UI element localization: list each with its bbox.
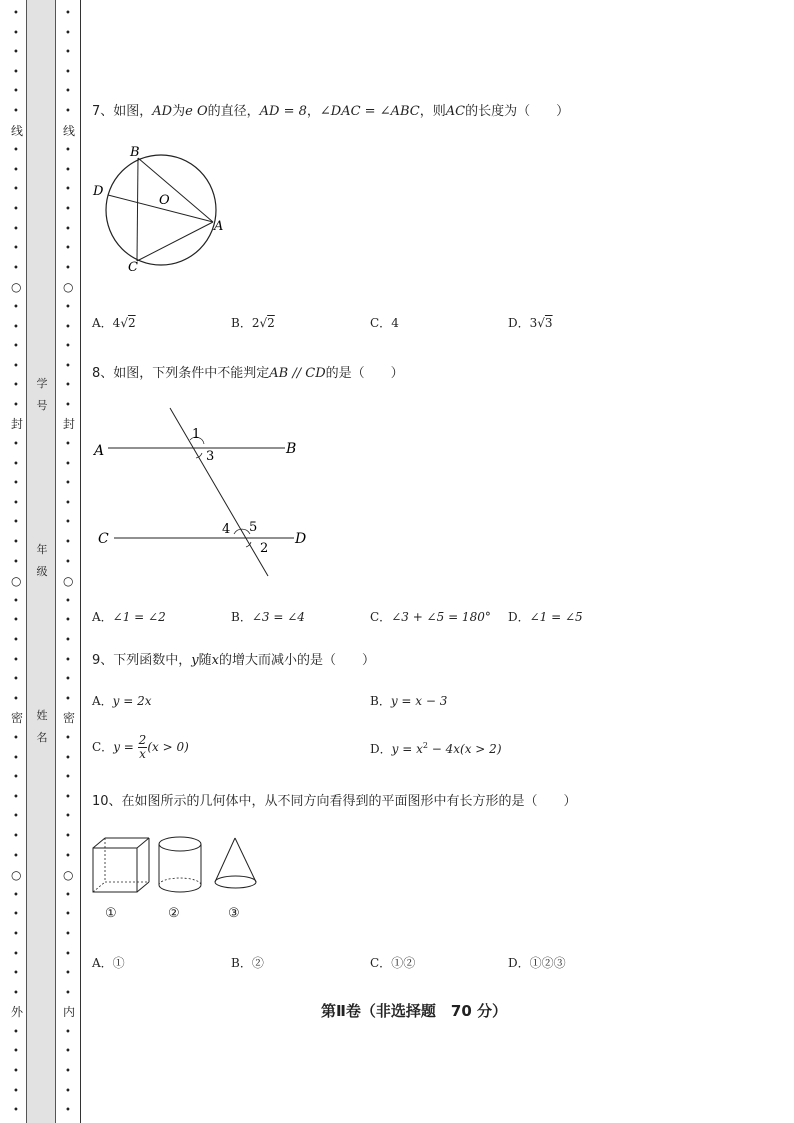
label-b: B (130, 145, 140, 160)
segment-bc (137, 158, 138, 261)
q9-option-d: D．$y = x^2 - 4x(x > 2)$ (370, 741, 502, 756)
label-a: A (94, 443, 105, 459)
binding-label: 密 (11, 711, 24, 726)
label-c: C (98, 531, 109, 547)
q7-option-c: C．4 (370, 316, 399, 330)
q8-option-d: D．∠1 = ∠5 (508, 610, 583, 624)
angle-label-2: 2 (260, 541, 269, 556)
binding-circle-icon: ○ (63, 574, 74, 589)
cone-solid (215, 838, 256, 888)
binding-circle-icon: ○ (11, 280, 22, 295)
q8-option-b: B．∠3 = ∠4 (231, 610, 305, 624)
q8-option-c: C．∠3 + ∠5 = 180° (370, 610, 491, 624)
q10-option-d: D．①②③ (508, 956, 566, 970)
angle-label-3: 3 (206, 449, 215, 464)
binding-circle-icon: ○ (11, 868, 22, 883)
angle-label-4: 4 (222, 522, 231, 537)
q7-circle-figure (88, 140, 238, 280)
outer-dotted-line: • • • • • • 线 • • • • • • • ○ • • • • • • 封 • • • • • • • ○ • • • • • • 密 • • • • • • • ○ • • • • • • 外 • • • • • (11, 8, 24, 1117)
shape-label-1: ① (105, 906, 117, 921)
q7-option-a: A．4√2 (92, 316, 136, 330)
grade-label: 年级 (36, 543, 48, 578)
label-o: O (159, 193, 170, 208)
q9-option-c: C．y = $\frac{2}{x}$ (x > 0) (92, 733, 189, 761)
label-a: A (214, 219, 224, 234)
angle-label-1: 1 (192, 427, 201, 442)
q9-stem: 9、下列函数中，y随x的增大而减小的是（ ） (92, 653, 376, 668)
q7-stem: 7、如图，AD为e O的直径，AD = 8，∠DAC = ∠ABC，则AC的长度为（ ） (92, 104, 570, 119)
shape-label-3: ③ (228, 906, 240, 921)
binding-label: 外 (11, 1005, 24, 1020)
q10-option-a: A．① (92, 956, 125, 970)
q9-option-b: B．y = x − 3 (370, 694, 448, 708)
q7-option-b: B．2√2 (231, 316, 275, 330)
binding-circle-icon: ○ (63, 280, 74, 295)
q10-option-c: C．①② (370, 956, 416, 970)
angle-label-5: 5 (249, 520, 258, 535)
student-id-label: 学号 (36, 377, 48, 412)
inner-dotted-line: • • • • • • 线 • • • • • • • ○ • • • • • • 封 • • • • • • • ○ • • • • • • 密 • • • • • • • ○ • • • • • • 内 • • • • • (63, 8, 76, 1117)
q8-stem: 8、如图，下列条件中不能判定AB // CD的是（ ） (92, 366, 404, 381)
binding-circle-icon: ○ (63, 868, 74, 883)
label-d: D (295, 531, 307, 547)
binding-circle-icon: ○ (11, 574, 22, 589)
q7-option-d: D．3√3 (508, 316, 553, 330)
binding-label: 内 (63, 1005, 76, 1020)
binding-label: 线 (63, 123, 76, 138)
q10-solids-figure (88, 832, 268, 900)
q10-stem: 10、在如图所示的几何体中，从不同方向看得到的平面图形中有长方形的是（ ） (92, 794, 577, 809)
binding-label: 密 (63, 711, 76, 726)
name-label: 姓名 (36, 709, 48, 744)
q10-option-b: B．② (231, 956, 264, 970)
label-c: C (128, 260, 138, 275)
binding-label: 封 (63, 417, 76, 432)
fraction: $\frac{2}{x}$ (138, 733, 147, 761)
label-b: B (286, 441, 297, 457)
q9-option-a: A．y = 2x (92, 694, 152, 708)
shape-label-2: ② (168, 906, 180, 921)
q8-parallel-lines-figure (88, 400, 318, 585)
segment-ca (137, 222, 213, 261)
binding-label: 封 (11, 417, 24, 432)
q8-option-a: A．∠1 = ∠2 (92, 610, 166, 624)
binding-border-line (80, 0, 81, 1123)
binding-label: 线 (11, 123, 24, 138)
cylinder-solid (159, 837, 201, 892)
cube-solid (93, 838, 149, 892)
label-d: D (93, 184, 104, 199)
section-title: 第Ⅱ卷（非选择题 70 分） (321, 1002, 507, 1020)
transversal (170, 408, 268, 576)
